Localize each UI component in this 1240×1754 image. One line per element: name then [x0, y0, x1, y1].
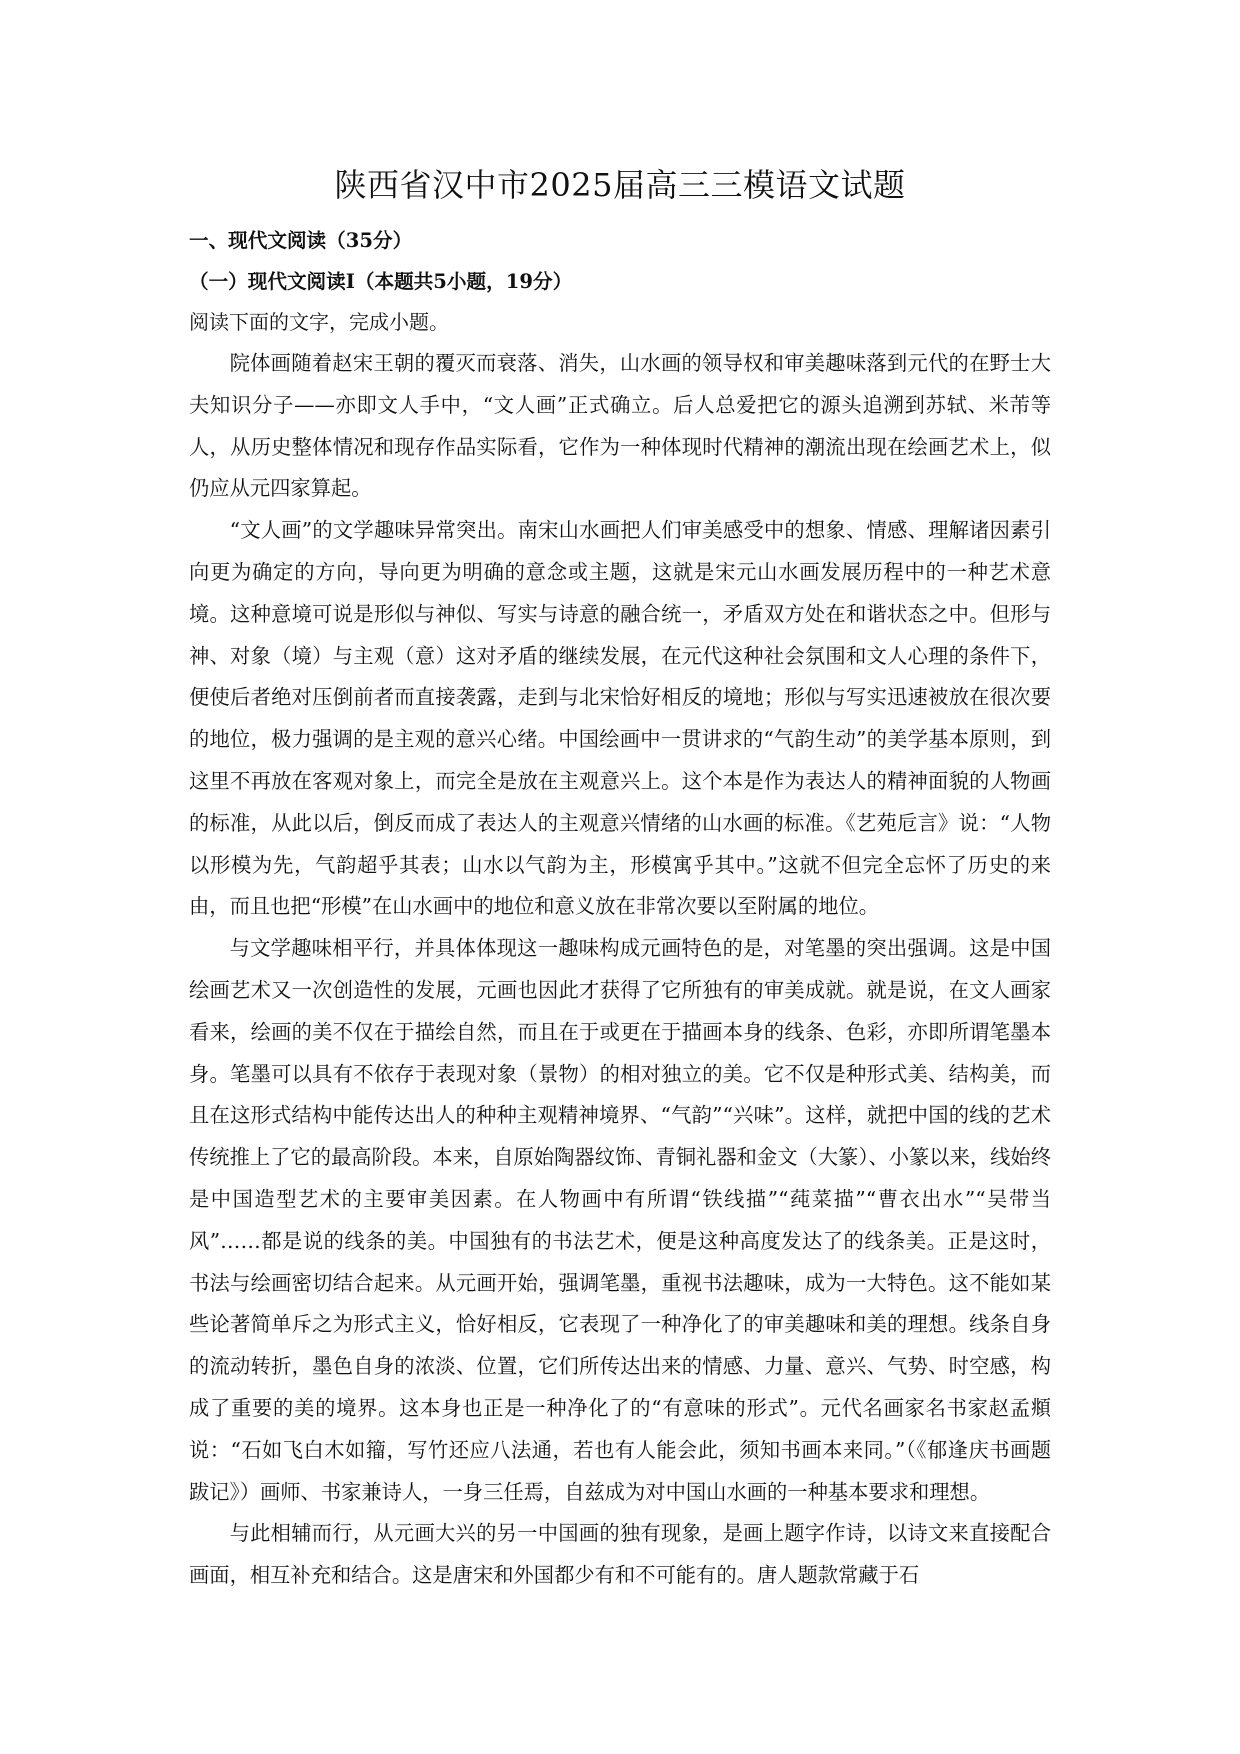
- section-heading: 一、现代文阅读（35分）: [189, 229, 413, 252]
- passage-paragraph-1: 院体画随着赵宋王朝的覆灭而衰落、消失，山水画的领导权和审美趣味落到元代的在野士大夫知识分子——亦即文人手中，“文人画”正式确立。后人总爱把它的源头追溯到苏轼、米芾等人，从历史整体情况和现存作品实际看，它作为一种体现时代精神的潮流出现在绘画艺术上，似仍应从元四家算起。: [189, 351, 1051, 501]
- passage-paragraph-3: 与文学趣味相平行，并具体体现这一趣味构成元画特色的是，对笔墨的突出强调。这是中国绘画艺术又一次创造性的发展，元画也因此才获得了它所独有的审美成就。就是说，在文人画家看来，绘画的美不仅在于描绘自然，而且在于或更在于描画本身的线条、色彩，亦即所谓笔墨本身。笔墨可以具有不依存于表现对象（景物）的相对独立的美。它不仅是种形式美、结构美，而且在这形式结构中能传达出人的种种主观精神境界、“气韵”“兴味”。这样，就把中国的线的艺术传统推上了它的最高阶段。本来，自原始陶器纹饰、青铜礼器和金文（大篆）、小篆以来，线始终是中国造型艺术的主要审美因素。在人物画中有所谓“铁线描”“莼菜描”“曹衣出水”“吴带当风”……都是说的线条的美。中国独有的书法艺术，便是这种高度发达了的线条美。正是这时，书法与绘画密切结合起来。从元画开始，强调笔墨，重视书法趣味，成为一大特色。这不能如某些论著简单斥之为形式主义，恰好相反，它表现了一种净化了的审美趣味和美的理想。线条自身的流动转折，墨色自身的浓淡、位置，它们所传达出来的情感、力量、意兴、气势、时空感，构成了重要的美的境界。这本身也正是一种净化了的“有意味的形式”。元代名画家名书家赵孟頫说：“石如飞白木如籀，写竹还应八法通，若也有人能会此，须知书画本来同。”（《郁逢庆书画题跋记》）画师、书家兼诗人，一身三任焉，自兹成为对中国山水画的一种基本要求和理想。: [189, 936, 1051, 1504]
- reading-instruction: 阅读下面的文字，完成小题。: [189, 310, 449, 334]
- passage-paragraph-4: 与此相辅而行，从元画大兴的另一中国画的独有现象，是画上题字作诗，以诗文来直接配合画面，相互补充和结合。这是唐宋和外国都少有和不可能有的。唐人题款常藏于石: [189, 1521, 1051, 1588]
- exam-page: [189, 150, 1051, 1597]
- exam-title: 陕西省汉中市2025届高三三模语文试题: [334, 166, 906, 204]
- reading-passage: [189, 343, 1051, 1597]
- passage-paragraph-2: “文人画”的文学趣味异常突出。南宋山水画把人们审美感受中的想象、情感、理解诸因素引向更为确定的方向，导向更为明确的意念或主题，这就是宋元山水画发展历程中的一种艺术意境。这种意境可说是形似与神似、写实与诗意的融合统一，矛盾双方处在和谐状态之中。但形与神、对象（境）与主观（意）这对矛盾的继续发展，在元代这种社会氛围和文人心理的条件下，便使后者绝对压倒前者而直接袭露，走到与北宋恰好相反的境地；形似与写实迅速被放在很次要的地位，极力强调的是主观的意兴心绪。中国绘画中一贯讲求的“气韵生动”的美学基本原则，到这里不再放在客观对象上，而完全是放在主观意兴上。这个本是作为表达人的精神面貌的人物画的标准，从此以后，倒反而成了表达人的主观意兴情绪的山水画的标准。《艺苑卮言》说：“人物以形模为先，气韵超乎其表；山水以气韵为主，形模寓乎其中。”这就不但完全忘怀了历史的来由，而且也把“形模”在山水画中的地位和意义放在非常次要以至附属的地位。: [189, 518, 1051, 919]
- subsection-heading: （一）现代文阅读Ⅰ（本题共5小题，19分）: [189, 270, 573, 293]
